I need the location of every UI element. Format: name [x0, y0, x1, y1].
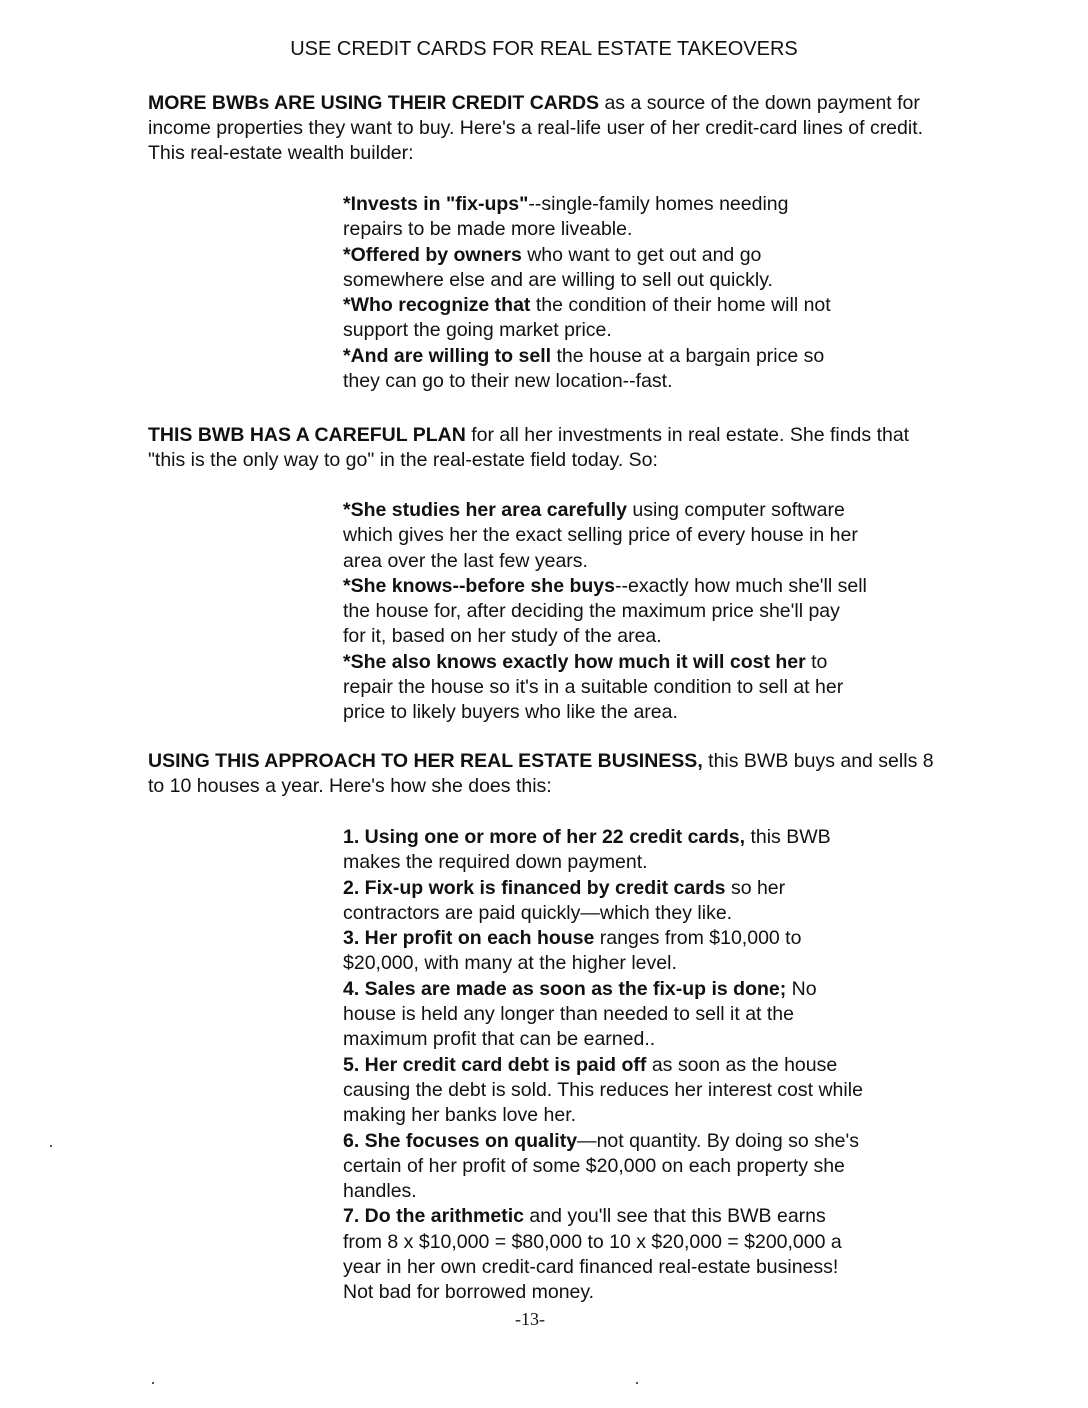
- list-item: [343, 574, 868, 650]
- item-lead: *Offered by owners: [343, 243, 522, 266]
- item-lead: *She also knows exactly how much it will cost her: [343, 650, 806, 673]
- list-item: [343, 977, 868, 1053]
- page-title: USE CREDIT CARDS FOR REAL ESTATE TAKEOVERS: [290, 38, 798, 60]
- intro-text: as a source of the down payment for income properties they want to buy. Here's a real-life user of her credit-card lines of credit. This real-estate wealth builder:: [148, 92, 924, 164]
- list-item: [343, 1053, 868, 1129]
- item-lead: *Who recognize that: [343, 294, 531, 317]
- list-item: [343, 650, 868, 726]
- list-item: [343, 876, 868, 927]
- item-text: --single-family homes needing repairs to be made more liveable.: [343, 193, 789, 241]
- item-lead: 6. She focuses on quality: [343, 1129, 578, 1152]
- list-item: [343, 825, 868, 876]
- item-lead: 1. Using one or more of her 22 credit cards,: [343, 826, 746, 848]
- item-lead: 2. Fix-up work is financed by credit cards: [343, 876, 726, 899]
- item-lead: *And are willing to sell: [343, 344, 552, 367]
- list-item: [343, 498, 868, 574]
- intro-paragraph: [148, 91, 948, 166]
- approach-paragraph: [148, 749, 938, 799]
- item-lead: *She knows--before she buys: [343, 574, 615, 597]
- list-item: [343, 926, 868, 977]
- item-lead: *She studies her area carefully: [343, 499, 627, 521]
- list-item: [343, 1204, 868, 1305]
- list-item: [343, 192, 848, 243]
- approach-text: this BWB buys and sells 8 to 10 houses a year. Here's how she does this:: [148, 750, 934, 797]
- intro-lead: MORE BWBs ARE USING THEIR CREDIT CARDS: [148, 92, 600, 114]
- list-item: [343, 344, 848, 395]
- item-text: and you'll see that this BWB earns from 8 x $10,000 = $80,000 to 10 x $20,000 = $200,000 a year in her own credit-card financed real-estate business! Not bad for borrowed money.: [343, 1205, 842, 1304]
- item-text: —not quantity. By doing so she's certain of her profit of some $20,000 on each property she handles.: [343, 1129, 860, 1203]
- plan-text: for all her investments in real estate. She finds that "this is the only way to go" in the real-estate field today. So:: [148, 424, 910, 471]
- item-text: to repair the house so it's in a suitable condition to sell at her price to likely buyers who like the area.: [343, 650, 844, 724]
- item-text: this BWB makes the required down payment.: [343, 826, 831, 874]
- plan-items-list: [343, 498, 868, 726]
- builder-traits-list: [343, 192, 848, 394]
- item-text: so her contractors are paid quickly—which they like.: [343, 876, 786, 924]
- scan-speck: [152, 1382, 154, 1384]
- scan-speck: [636, 1382, 638, 1384]
- item-lead: 7. Do the arithmetic: [343, 1205, 524, 1228]
- page-number: -13-: [515, 1309, 545, 1329]
- steps-list: [343, 825, 868, 1306]
- item-lead: *Invests in "fix-ups": [343, 193, 529, 215]
- scan-speck: [50, 1145, 52, 1147]
- item-text: the house at a bargain price so they can go to their new location--fast.: [343, 344, 825, 393]
- item-text: as soon as the house causing the debt is sold. This reduces her interest cost while making her banks love her.: [343, 1053, 863, 1127]
- list-item: [343, 243, 848, 294]
- item-text: ranges from $10,000 to $20,000, with many at the higher level.: [343, 927, 802, 975]
- item-text: who want to get out and go somewhere else and are willing to sell out quickly.: [343, 243, 773, 291]
- item-text: No house is held any longer than needed to sell it at the maximum profit that can be earned..: [343, 977, 817, 1051]
- item-text: --exactly how much she'll sell the house for, after deciding the maximum price she'll pay for it, based on her study of the area.: [343, 574, 867, 648]
- approach-lead: USING THIS APPROACH TO HER REAL ESTATE BUSINESS,: [148, 750, 703, 772]
- item-lead: 4. Sales are made as soon as the fix-up is done;: [343, 977, 787, 1000]
- plan-paragraph: [148, 423, 923, 473]
- item-lead: 5. Her credit card debt is paid off: [343, 1053, 647, 1076]
- item-text: the condition of their home will not support the going market price.: [343, 294, 831, 342]
- list-item: [343, 293, 848, 344]
- item-text: using computer software which gives her the exact selling price of every house in her area over the last few years.: [343, 499, 858, 572]
- item-lead: 3. Her profit on each house: [343, 927, 595, 950]
- list-item: [343, 1129, 868, 1205]
- plan-lead: THIS BWB HAS A CAREFUL PLAN: [148, 424, 466, 446]
